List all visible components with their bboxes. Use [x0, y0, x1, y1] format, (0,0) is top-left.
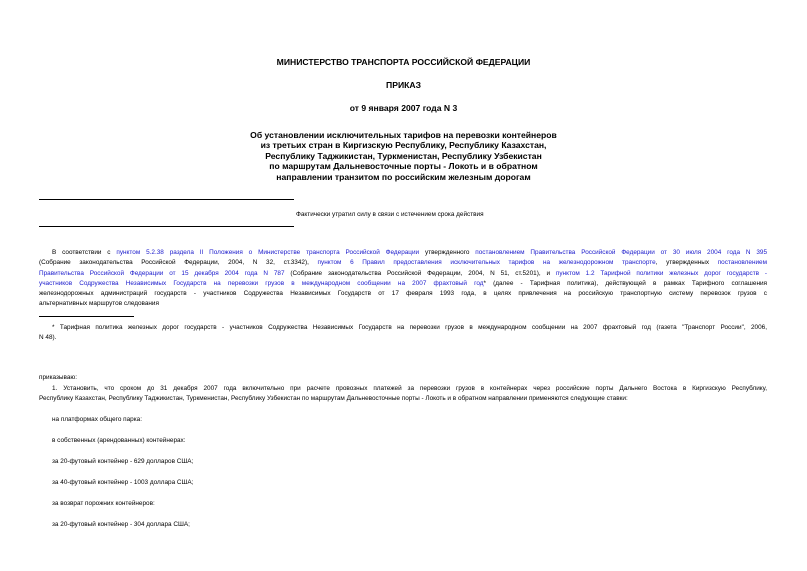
rate-item: в собственных (арендованных) контейнерах:	[52, 437, 186, 444]
status-note: Фактически утратил силу в связи с истечением срока действия	[296, 211, 484, 218]
rate-item: на платформах общего парка:	[52, 416, 142, 423]
intro-text: утвержденного	[419, 249, 476, 256]
link-regulation-ministry[interactable]: пунктом 5.2.38 раздела II Положения о Министерстве транспорта Российской Федерации	[116, 249, 420, 256]
link-tariff-rules-p6[interactable]: пунктом 6 Правил предоставления исключительных тарифов на железнодорожном транспорте	[317, 259, 656, 267]
order-paragraph-1	[39, 384, 767, 405]
order-intro: приказываю:	[39, 374, 77, 381]
intro-paragraph	[39, 248, 767, 310]
title-line: Республику Таджикистан, Туркменистан, Республику Узбекистан	[265, 150, 542, 161]
title-line: по маршрутам Дальневосточные порты - Локоть и в обратном	[269, 161, 538, 172]
order-line: 1. Установить, что сроком до 31 декабря 2007 года включительно при расчете провозных платежей за перевозки грузов в контейнерах через российские порты Дальнего Востока в Киргизскую Республику,	[52, 385, 767, 392]
intro-text: (Собрание законодательства Российской Федерации, 2004, N 51, ст.5201), и	[284, 269, 556, 277]
ministry-heading: МИНИСТЕРСТВО ТРАНСПОРТА РОССИЙСКОЙ ФЕДЕРАЦИИ	[276, 57, 531, 67]
link-tariff-policy-b[interactable]: участников Содружества Независимых Государств на перевозки грузов в международном сообщении на 2007 фрахтовый год	[39, 279, 484, 287]
status-divider-top	[39, 199, 294, 200]
document-date: от 9 января 2007 года N 3	[349, 103, 458, 113]
rate-item: за 20-футовый контейнер - 629 долларов США;	[52, 458, 194, 465]
status-divider-bottom	[39, 226, 294, 227]
intro-text: * (далее - Тарифная политика), действующей в рамках Тарифного соглашения	[483, 279, 768, 287]
title-line: из третьих стран в Киргизскую Республику, Республику Казахстан,	[260, 140, 547, 151]
intro-text: железнодорожных администраций государств - участников Содружества Независимых Государств от 17 февраля 1993 года, в целях привлечения на российскую транспортную систему перевозок грузов с	[39, 290, 767, 298]
intro-text: альтернативных маршрутов следования	[39, 300, 159, 308]
link-decree-787-a[interactable]: постановлением	[717, 259, 767, 267]
footnote-line: N 48).	[39, 334, 57, 342]
title-line: Об установлении исключительных тарифов на перевозки контейнеров	[250, 130, 557, 140]
rate-item: за 20-футовый контейнер - 304 доллара США;	[52, 521, 190, 528]
document-title	[0, 130, 807, 182]
rate-item: за 40-футовый контейнер - 1003 доллара США;	[52, 479, 194, 486]
link-decree-787-b[interactable]: Правительства Российской Федерации от 15 декабря 2004 года N 787	[39, 269, 285, 277]
link-government-decree-395[interactable]: постановлением Правительства Российской Федерации от 30 июля 2004 года N 395	[475, 249, 767, 256]
footnote-line: * Тарифная политика железных дорог государств - участников Содружества Независимых Государств на перевозки грузов в международном сообщении на 2007 фрахтовый год (газета "Транспорт России", 2006,	[52, 324, 767, 331]
footnote-divider	[39, 316, 134, 317]
link-tariff-policy-a[interactable]: пунктом 1.2 Тарифной политики железных дорог государств -	[555, 269, 767, 277]
title-line: направлении транзитом по российским железным дорогам	[276, 171, 531, 182]
rate-item: за возврат порожних контейнеров:	[52, 500, 155, 507]
order-line: Республику Казахстан, Республику Таджикистан, Туркменистан, Республику Узбекистан по маршрутам Дальневосточные порты - Локоть и в обратном направлении применяются следующие ставки:	[39, 395, 628, 403]
intro-text: В соответствии с	[52, 249, 117, 256]
document-type: ПРИКАЗ	[386, 80, 421, 90]
footnote	[39, 323, 767, 344]
intro-text: , утвержденных	[655, 259, 718, 267]
intro-text: (Собрание законодательства Российской Федерации, 2004, N 32, ст.3342),	[39, 259, 318, 267]
